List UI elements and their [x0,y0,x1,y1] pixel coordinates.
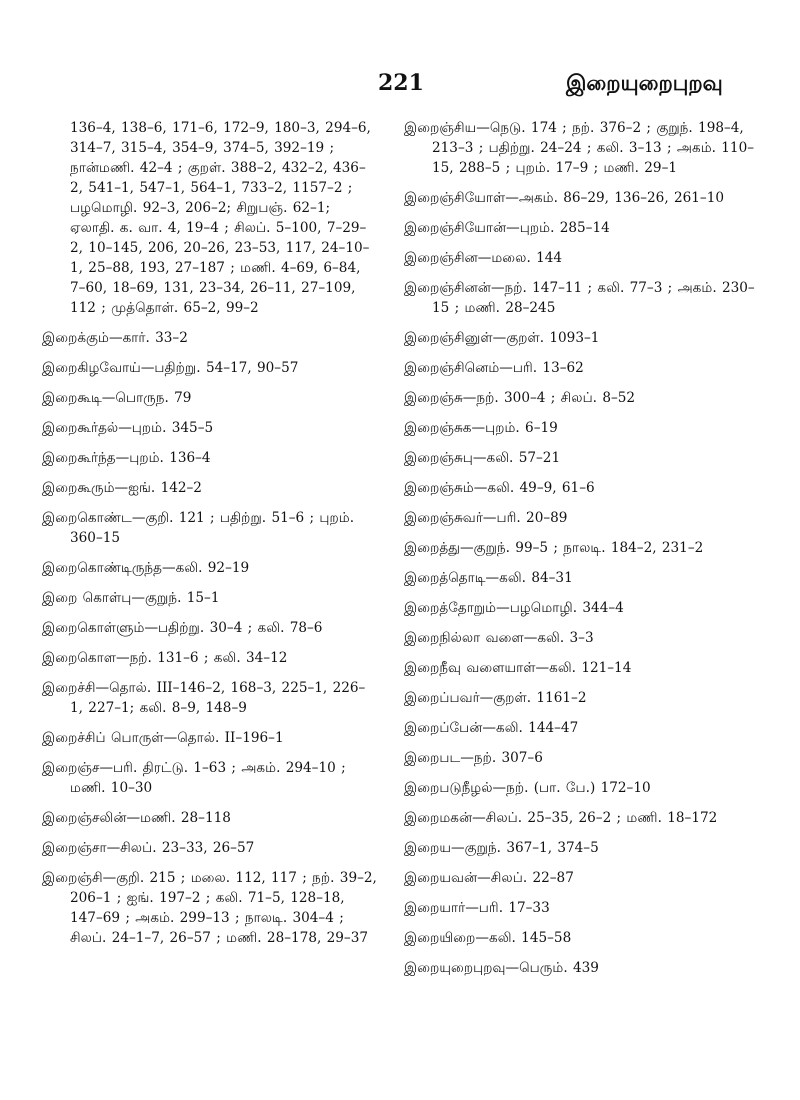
index-entry: இறைஞ்சா—சிலப். 23–33, 26–57 [42,840,255,856]
index-entry: இறைத்தோறும்—பழமொழி. 344–4 [404,600,624,616]
index-entry: இறைஞ்சுபு—கலி. 57–21 [404,450,561,466]
index-entry: இறைச்சி—தொல். III–146–2, 168–3, 225–1, 226–1, 227–1; கலி. 8–9, 148–9 [42,680,366,716]
index-entry: இறைகொள்ளும்—பதிற்று. 30–4 ; கலி. 78–6 [42,620,323,636]
index-entry: இறை கொள்பு—குறுந். 15–1 [42,590,220,606]
index-entry: இறைகிழவோய்—பதிற்று. 54–17, 90–57 [42,360,299,376]
index-entry: இறைஞ்சினெம்—பரி. 13–62 [404,360,584,376]
index-entry: இறைஞ்சி—குறி. 215 ; மலை. 112, 117 ; நற். 39–2, 206–1 ; ஐங். 197–2 ; கலி. 71–5, 128–18, 147–69 ; அகம். 299–13 ; நாலடி. 304–4 ; சிலப். 24–1–7, 26–57 ; மணி. 28–178, 29–37 [42,870,377,946]
index-entry-continuation: 136–4, 138–6, 171–6, 172–9, 180–3, 294–6, 314–7, 315–4, 354–9, 374–5, 392–19 ; நான்மணி. 42–4 ; குறள். 388–2, 432–2, 436–2, 541–1, 547–1, 564–1, 733–2, 1157–2 ; பழமொழி. 92–3, 206–2; சிறுபஞ். 62–1; ஏலாதி. க. வா. 4, 19–4 ; சிலப். 5–100, 7–29–2, 10–145, 206, 20–26, 23–53, 117, 24–10–1, 25–88, 193, 27–187 ; மணி. 4–69, 6–84, 7–60, 18–69, 131, 23–34, 26–11, 27–109, 112 ; முத்தொள். 65–2, 99–2 [70,120,371,316]
index-entry: இறைஞ்சினுள்—குறள். 1093–1 [404,330,600,346]
index-entry: இறைபட—நற். 307–6 [404,750,543,766]
left-column [42,118,378,958]
index-entry: இறையுறைபுறவு—பெரும். 439 [404,960,599,976]
index-entry: இறைப்பேன்—கலி. 144–47 [404,720,579,736]
index-entry: இறைக்கும்—கார். 33–2 [42,330,188,346]
index-entry: இறைச்சிப் பொருள்—தொல். II–196–1 [42,730,284,746]
index-entry: இறைஞ்சினன்—நற். 147–11 ; கலி. 77–3 ; அகம். 230–15 ; மணி. 28–245 [404,280,755,316]
index-entry: இறைகூடி—பொருந. 79 [42,390,192,406]
index-entry: இறைமகன்—சிலப். 25–35, 26–2 ; மணி. 18–172 [404,810,718,826]
index-entry: இறைஞ்சலின்—மணி. 28–118 [42,810,231,826]
index-entry: இறைகொள—நற். 131–6 ; கலி. 34–12 [42,650,288,666]
page-number: 221 [378,70,424,96]
index-entry: இறைஞ்சுவர்—பரி. 20–89 [404,510,568,526]
index-entry: இறையார்—பரி. 17–33 [404,900,550,916]
index-entry: இறைத்தொடி—கலி. 84–31 [404,570,573,586]
index-entry: இறைகூர்தல்—புறம். 345–5 [42,420,214,436]
index-entry: இறைநீவு வளையாள்—கலி. 121–14 [404,660,632,676]
index-entry: இறைஞ்சுக—புறம். 6–19 [404,420,558,436]
index-entry: இறைபடுநீழல்—நற். (பா. பே.) 172–10 [404,780,651,796]
index-entry: இறைய—குறுந். 367–1, 374–5 [404,840,599,856]
index-entry: இறைஞ்சும்—கலி. 49–9, 61–6 [404,480,595,496]
index-entry: இறையவன்—சிலப். 22–87 [404,870,574,886]
index-entry: இறைப்பவர்—குறள். 1161–2 [404,690,587,706]
index-entry: இறைஞ்சியோள்—அகம். 86–29, 136–26, 261–10 [404,190,724,206]
index-entry: இறைஞ்சின—மலை. 144 [404,250,563,266]
index-entry: இறைகூரும்—ஐங். 142–2 [42,480,202,496]
running-head: இறையுறைபுறவு [566,70,723,95]
index-entry: இறையிறை—கலி. 145–58 [404,930,572,946]
index-entry: இறைஞ்சு—நற். 300–4 ; சிலப். 8–52 [404,390,636,406]
index-entry: இறைத்து—குறுந். 99–5 ; நாலடி. 184–2, 231–2 [404,540,704,556]
right-column [404,118,768,988]
index-entry: இறைகொண்ட—குறி. 121 ; பதிற்று. 51–6 ; புறம். 360–15 [42,510,355,546]
index-entry: இறைநில்லா வளை—கலி. 3–3 [404,630,594,646]
index-entry: இறைஞ்சிய—நெடு. 174 ; நற். 376–2 ; குறுந். 198–4, 213–3 ; பதிற்று. 24–24 ; கலி. 3–13 ; அகம். 110–15, 288–5 ; புறம். 17–9 ; மணி. 29–1 [404,120,755,176]
index-entry: இறைஞ்சியோன்—புறம். 285–14 [404,220,610,236]
index-entry: இறைகொண்டிருந்த—கலி. 92–19 [42,560,250,576]
index-entry: இறைகூர்ந்த—புறம். 136–4 [42,450,211,466]
index-entry: இறைஞ்ச—பரி. திரட்டு. 1–63 ; அகம். 294–10 ; மணி. 10–30 [42,760,346,796]
